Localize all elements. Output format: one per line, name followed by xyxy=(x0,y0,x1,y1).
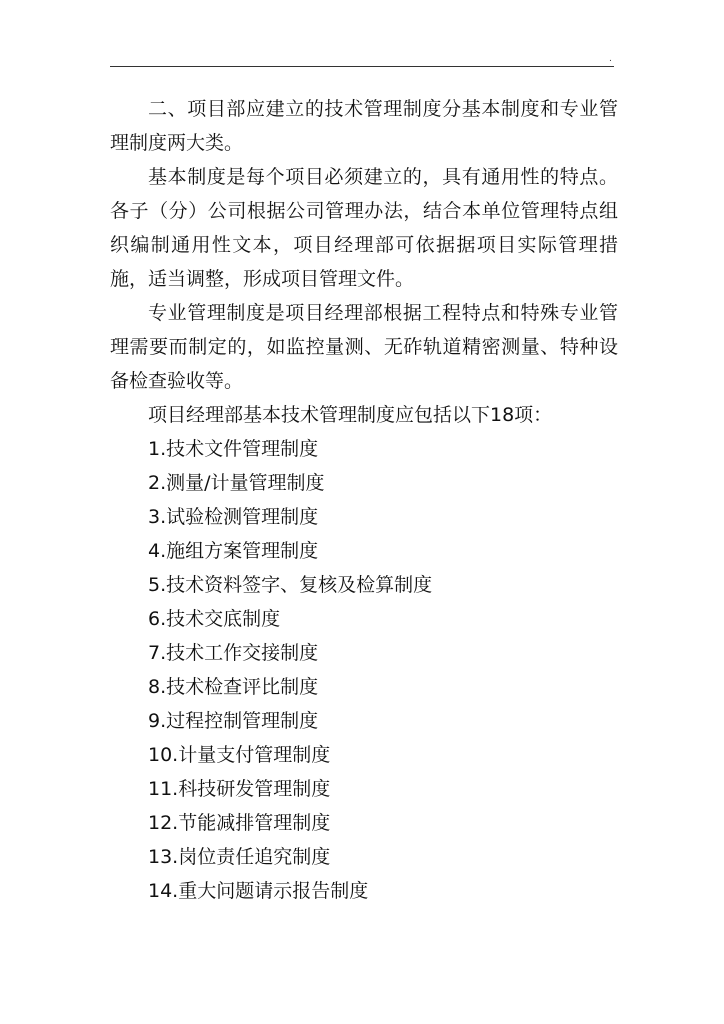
paragraph-professional-system: 专业管理制度是项目经理部根据工程特点和特殊专业管理需要而制定的，如监控量测、无砟轨道精密测量、特种设备检查验收等。 xyxy=(110,302,618,392)
list-item: 13.岗位责任追究制度 xyxy=(148,846,331,868)
list-item: 1.技术文件管理制度 xyxy=(148,438,319,460)
paragraph-intro: 二、项目部应建立的技术管理制度分基本制度和专业管理制度两大类。 xyxy=(110,98,618,154)
list-item: 10.计量支付管理制度 xyxy=(148,744,331,766)
paragraph-list-lead: 项目经理部基本技术管理制度应包括以下18项： xyxy=(148,404,553,426)
system-list xyxy=(110,432,618,908)
list-item: 4.施组方案管理制度 xyxy=(148,540,319,562)
list-item: 6.技术交底制度 xyxy=(148,608,281,630)
list-item: 11.科技研发管理制度 xyxy=(148,778,331,800)
list-item: 2.测量/计量管理制度 xyxy=(148,472,325,494)
list-item: 12.节能减排管理制度 xyxy=(148,812,331,834)
document-body xyxy=(110,92,618,908)
list-item: 9.过程控制管理制度 xyxy=(148,710,319,732)
header-mark: . xyxy=(609,54,612,64)
list-item: 3.试验检测管理制度 xyxy=(148,506,319,528)
paragraph-basic-system: 基本制度是每个项目必须建立的，具有通用性的特点。各子（分）公司根据公司管理办法，结合本单位管理特点组织编制通用性文本，项目经理部可依据据项目实际管理措施，适当调整，形成项目管理文件。 xyxy=(110,166,618,290)
list-item: 5.技术资料签字、复核及检算制度 xyxy=(148,574,433,596)
header-rule xyxy=(110,66,614,67)
list-item: 8.技术检查评比制度 xyxy=(148,676,319,698)
list-item: 14.重大问题请示报告制度 xyxy=(148,880,369,902)
list-item: 7.技术工作交接制度 xyxy=(148,642,319,664)
